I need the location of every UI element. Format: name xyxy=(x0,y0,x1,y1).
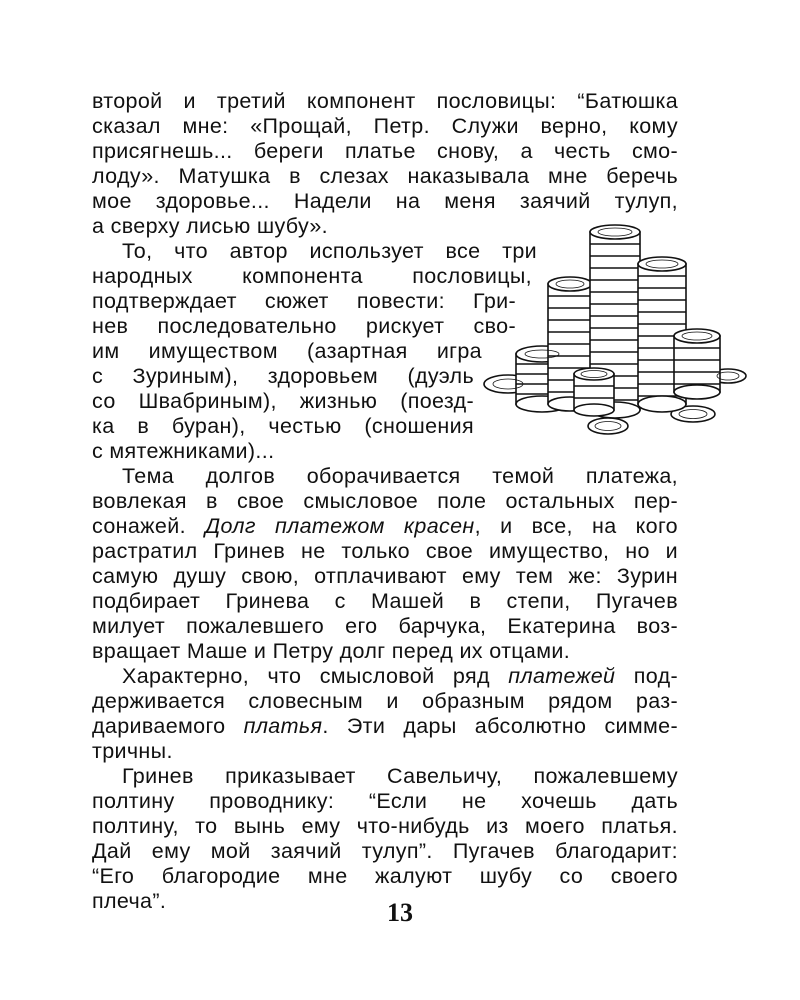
italic-word: платежей xyxy=(508,664,616,688)
text-segment: , и все, на кого xyxy=(474,514,678,538)
text-line: “Его благородие мне жалуют шубу со своего xyxy=(92,864,678,888)
text-line: второй и третий компонент пословицы: “Батюшка xyxy=(92,89,678,113)
text-line: плеча”. xyxy=(92,889,167,913)
text-segment: . Эти дары абсолютно симме- xyxy=(322,714,678,738)
text-line: с мятежниками)... xyxy=(92,439,275,463)
text-line: мое здоровье... Надели на меня заячий тулуп, xyxy=(92,189,678,213)
text-line: самую душу свою, отплачивают ему тем же: Зурин xyxy=(92,564,678,588)
text-line xyxy=(92,514,678,539)
page-number: 13 xyxy=(387,898,413,927)
italic-word: платья xyxy=(243,714,323,738)
text-line: ка в буран), честью (сношения xyxy=(92,414,474,438)
text-line: подбирает Гринева с Машей в степи, Пугачев xyxy=(92,589,678,613)
text-line: полтину, то вынь ему что-нибудь из моего платья. xyxy=(92,814,678,838)
text-line xyxy=(92,714,678,739)
text-line: сказал мне: «Прощай, Петр. Служи верно, кому xyxy=(92,114,678,138)
text-segment: под- xyxy=(633,664,679,688)
text-line: им имуществом (азартная игра xyxy=(92,339,482,363)
text-line xyxy=(122,664,678,689)
text-segment: дариваемого xyxy=(92,714,226,738)
text-segment: Характерно, что смысловой ряд xyxy=(122,664,490,688)
text-line: со Швабриным), жизнью (поезд- xyxy=(92,389,474,413)
text-line: народных компонента пословицы, xyxy=(92,264,532,288)
text-line: подтверждает сюжет повести: Гри- xyxy=(92,289,516,313)
text-line: тричны. xyxy=(92,739,173,763)
text-line: а сверху лисью шубу». xyxy=(92,214,328,238)
italic-phrase: Долг платежом красен xyxy=(205,514,475,538)
text-line: То, что автор использует все три xyxy=(122,239,537,263)
text-segment: сонажей. xyxy=(92,514,186,538)
text-line: милует пожалевшего его барчука, Екатерина воз- xyxy=(92,614,678,638)
text-line: растратил Гринев не только свое имущество, но и xyxy=(92,539,678,563)
text-line: Дай ему мой заячий тулуп”. Пугачев благодарит: xyxy=(92,839,678,863)
text-line: Гринев приказывает Савельичу, пожалевшему xyxy=(122,764,678,788)
text-line: Тема долгов оборачивается темой платежа, xyxy=(122,464,678,488)
text-line: лоду». Матушка в слезах наказывала мне беречь xyxy=(92,164,678,188)
text-line: полтину проводнику: “Если не хочешь дать xyxy=(92,789,678,813)
text-line: вовлекая в свое смысловое поле остальных пер- xyxy=(92,489,678,513)
coin-stacks-icon xyxy=(478,224,750,444)
text-line: вращает Маше и Петру долг перед их отцами. xyxy=(92,639,571,663)
text-line: с Зуриным), здоровьем (дуэль xyxy=(92,364,474,388)
text-line: держивается словесным и образным рядом раз- xyxy=(92,689,678,713)
text-line: присягнешь... береги платье снову, а честь смо- xyxy=(92,139,678,163)
text-line: нев последовательно рискует сво- xyxy=(92,314,516,338)
